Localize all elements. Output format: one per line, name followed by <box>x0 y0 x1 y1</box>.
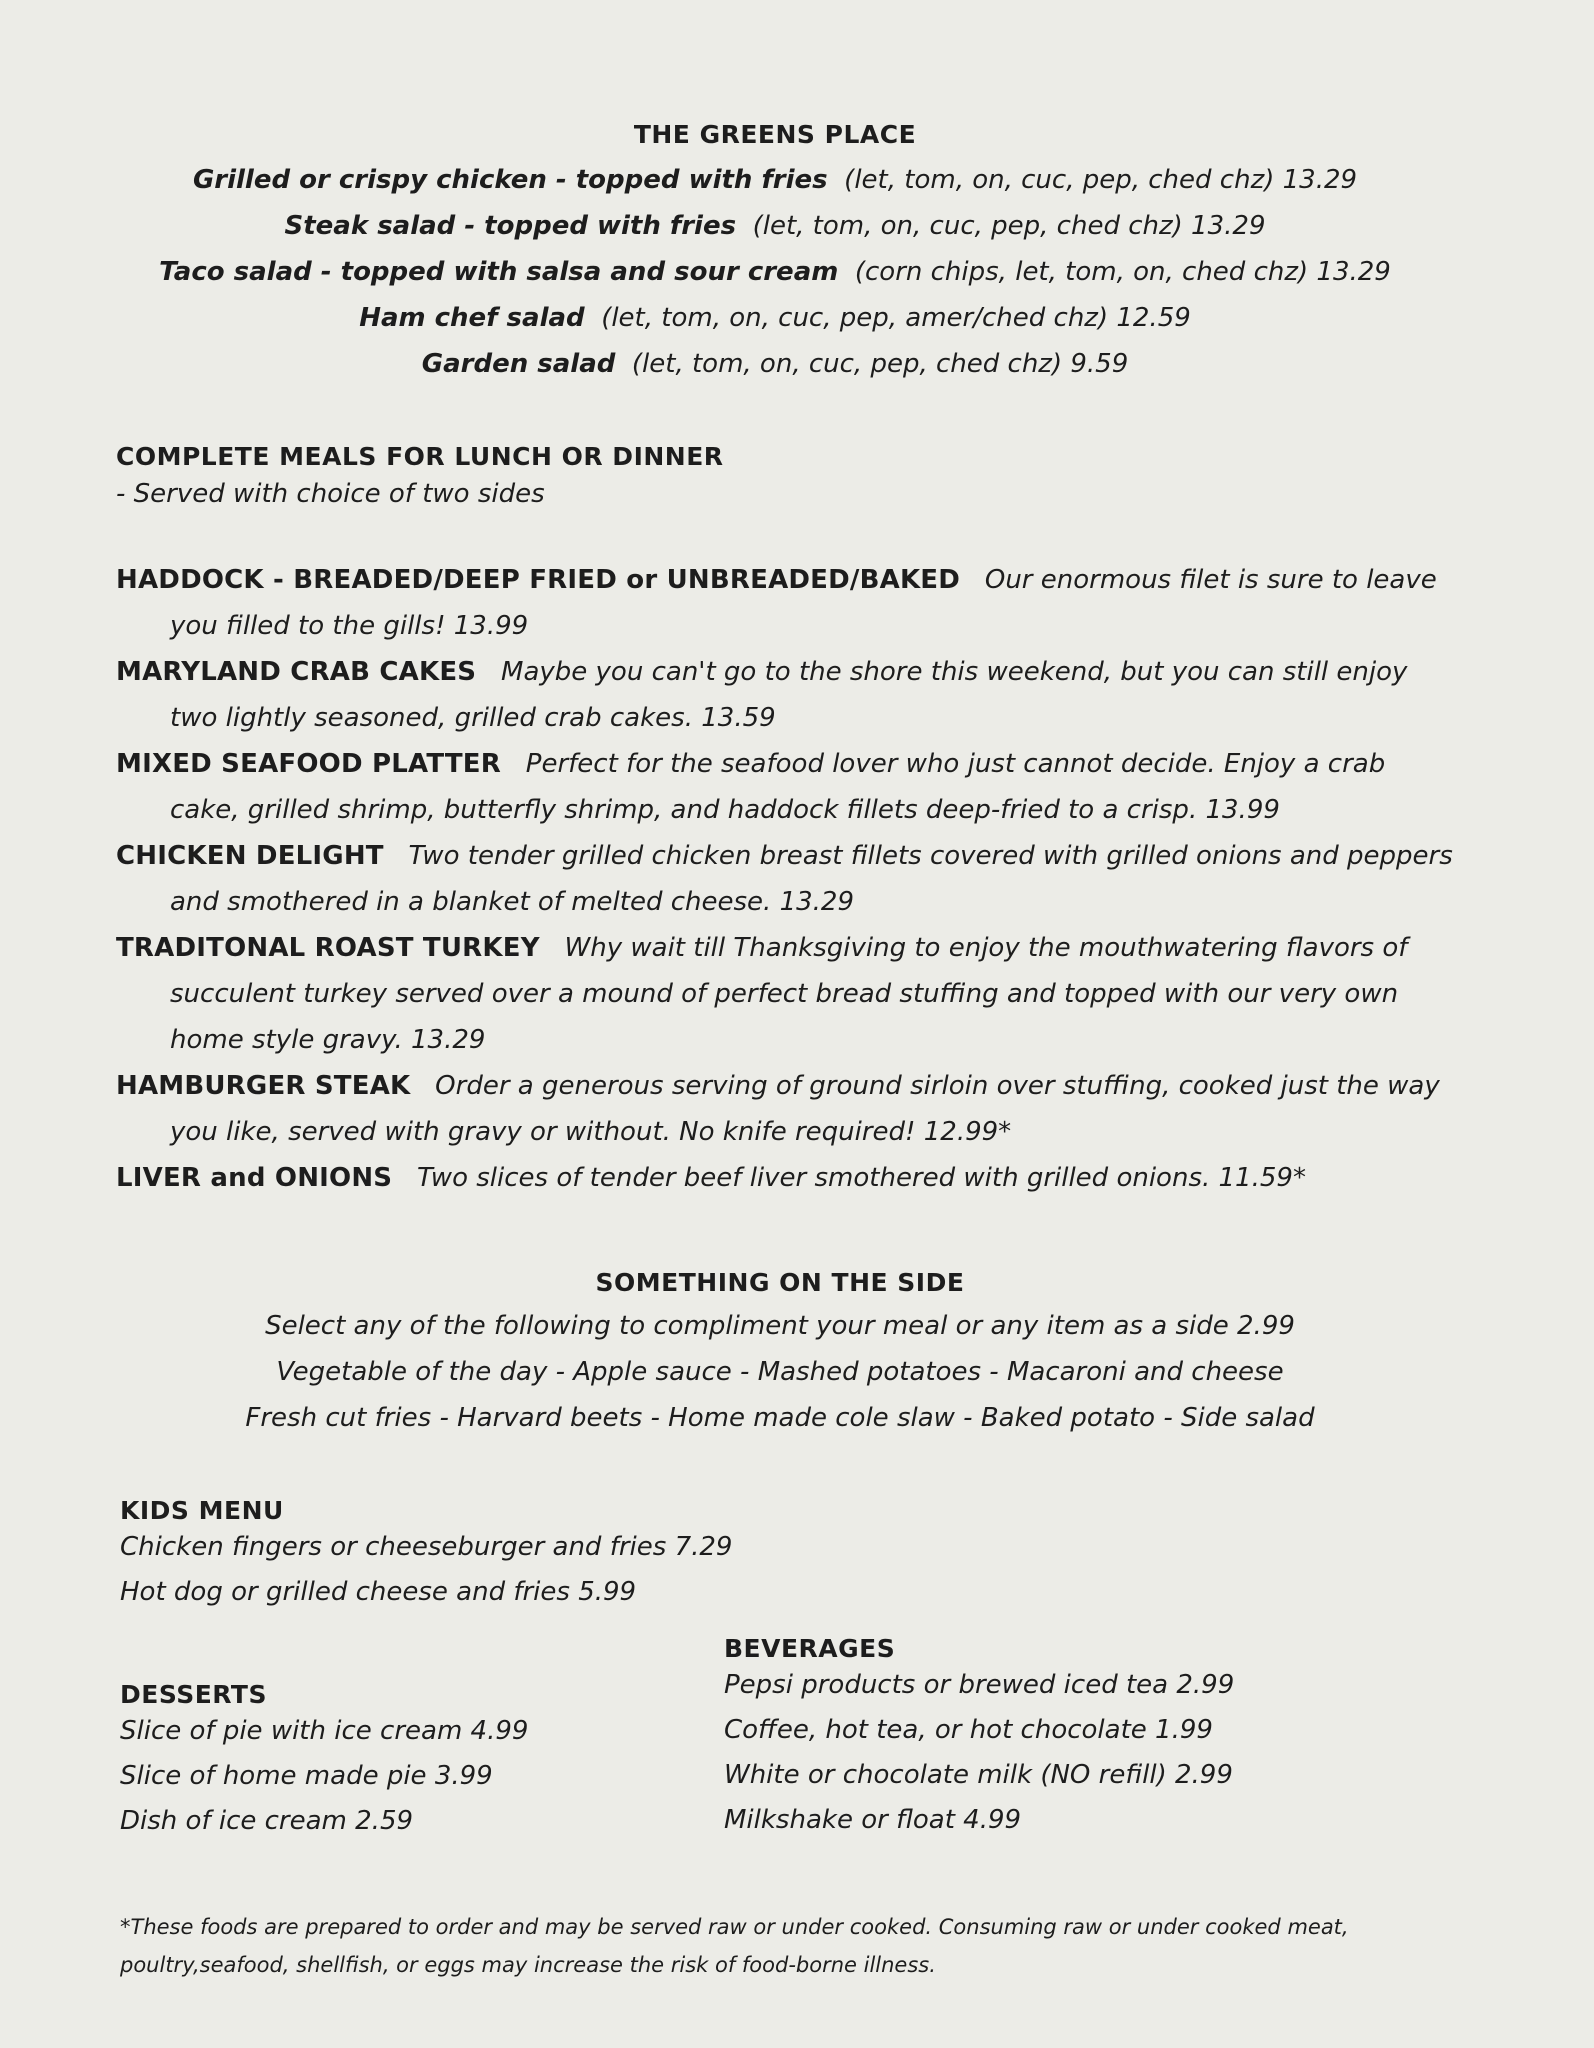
kids-item: Chicken fingers or cheeseburger and fries 7.29 <box>120 1532 733 1562</box>
meal-name: MIXED SEAFOOD PLATTER <box>116 749 501 779</box>
greens-item-name: Garden salad <box>421 349 616 379</box>
greens-item <box>0 341 1550 387</box>
meal-description: Order a generous serving of ground sirloin over stuffing, cooked just the way you like, served with gravy or without. No knife required! 12.99* <box>170 1071 1440 1147</box>
side-section <box>0 1268 1560 1441</box>
meal-name: MARYLAND CRAB CAKES <box>116 657 477 687</box>
meal-item <box>116 649 1456 741</box>
beverages-title: BEVERAGES <box>724 1634 896 1663</box>
desserts-section <box>120 1680 720 1844</box>
greens-item <box>0 157 1550 203</box>
greens-item-name: Grilled or crispy chicken - topped with fries <box>192 165 828 195</box>
greens-item <box>0 295 1550 341</box>
meal-item <box>116 741 1456 833</box>
dessert-item: Dish of ice cream 2.59 <box>120 1806 414 1836</box>
meal-name: LIVER and ONIONS <box>116 1163 393 1193</box>
meals-title: COMPLETE MEALS FOR LUNCH OR DINNER <box>116 442 724 471</box>
meal-item <box>116 557 1456 649</box>
meal-name: CHICKEN DELIGHT <box>116 841 384 871</box>
side-line: Fresh cut fries - Harvard beets - Home made cole slaw - Baked potato - Side salad <box>245 1403 1315 1433</box>
meal-name: HADDOCK - BREADED/DEEP FRIED or UNBREADED/BAKED <box>116 565 961 595</box>
beverage-item: Milkshake or float 4.99 <box>724 1805 1022 1835</box>
meal-description: Two slices of tender beef liver smothered with grilled onions. 11.59* <box>417 1163 1306 1193</box>
meal-list <box>116 557 1456 1201</box>
greens-item-name: Taco salad - topped with salsa and sour cream <box>159 257 839 287</box>
greens-item <box>0 249 1550 295</box>
meal-description: Our enormous filet is sure to leave you filled to the gills! 13.99 <box>170 565 1437 641</box>
meal-item <box>116 1063 1456 1155</box>
greens-section <box>0 120 1550 387</box>
greens-item-detail: (let, tom, on, cuc, pep, ched chz) 13.29 <box>752 211 1266 241</box>
footnote: *These foods are prepared to order and may be served raw or under cooked. Consuming raw or under cooked meat, poultry,seafood, shellfish, or eggs may increase the risk of food-borne illness. <box>120 1915 1349 1977</box>
meal-description: Maybe you can't go to the shore this weekend, but you can still enjoy two lightly seasoned, grilled crab cakes. 13.59 <box>170 657 1408 733</box>
meal-item <box>116 1155 1456 1201</box>
greens-item <box>0 203 1550 249</box>
beverage-item: Coffee, hot tea, or hot chocolate 1.99 <box>724 1715 1213 1745</box>
meal-item <box>116 925 1456 1063</box>
meals-section <box>116 442 1456 1201</box>
meal-description: Perfect for the seafood lover who just cannot decide. Enjoy a crab cake, grilled shrimp, butterfly shrimp, and haddock fillets deep-fried to a crisp. 13.99 <box>170 749 1386 825</box>
meal-item <box>116 833 1456 925</box>
dessert-item: Slice of pie with ice cream 4.99 <box>120 1716 529 1746</box>
meals-subtitle: - Served with choice of two sides <box>116 479 545 509</box>
kids-title: KIDS MENU <box>120 1496 284 1525</box>
meal-name: TRADITONAL ROAST TURKEY <box>116 933 540 963</box>
greens-title: THE GREENS PLACE <box>633 120 917 149</box>
greens-item-detail: (corn chips, let, tom, on, ched chz) 13.29 <box>854 257 1391 287</box>
meal-description: Why wait till Thanksgiving to enjoy the mouthwatering flavors of succulent turkey served over a mound of perfect bread stuffing and topped with our very own home style gravy. 13.29 <box>170 933 1408 1055</box>
dessert-item: Slice of home made pie 3.99 <box>120 1761 493 1791</box>
side-line: Select any of the following to compliment your meal or any item as a side 2.99 <box>265 1311 1295 1341</box>
beverages-section <box>724 1634 1424 1843</box>
side-title: SOMETHING ON THE SIDE <box>595 1268 965 1297</box>
greens-item-detail: (let, tom, on, cuc, pep, ched chz) 13.29 <box>844 165 1358 195</box>
greens-item-name: Steak salad - topped with fries <box>284 211 737 241</box>
meal-name: HAMBURGER STEAK <box>116 1071 411 1101</box>
side-line: Vegetable of the day - Apple sauce - Mashed potatoes - Macaroni and cheese <box>276 1357 1284 1387</box>
desserts-title: DESSERTS <box>120 1680 267 1709</box>
kids-section <box>120 1496 820 1615</box>
beverage-item: Pepsi products or brewed iced tea 2.99 <box>724 1670 1235 1700</box>
greens-item-name: Ham chef salad <box>359 303 585 333</box>
kids-item: Hot dog or grilled cheese and fries 5.99 <box>120 1577 637 1607</box>
greens-item-detail: (let, tom, on, cuc, pep, ched chz) 9.59 <box>631 349 1129 379</box>
greens-item-detail: (let, tom, on, cuc, pep, amer/ched chz) 12.59 <box>601 303 1191 333</box>
meal-description: Two tender grilled chicken breast fillets covered with grilled onions and peppers and smothered in a blanket of melted cheese. 13.29 <box>170 841 1453 917</box>
beverage-item: White or chocolate milk (NO refill) 2.99 <box>724 1760 1233 1790</box>
